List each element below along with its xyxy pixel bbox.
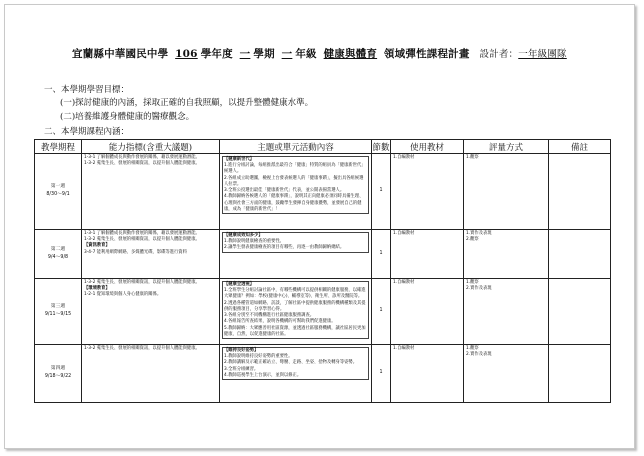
grade-label: 年級	[295, 48, 317, 60]
week-cell: 第三週 9/11～9/15	[35, 279, 82, 345]
content-cell: 【健康成效知多少】 1.教師說明健康檢查的重要性。 2.讓學生發表健康檢查的項目有哪些，再逐一由教師歸納總結。	[220, 230, 372, 279]
notes-cell	[549, 345, 611, 403]
designer: 設計者：一年級團隊	[479, 49, 567, 60]
assessment-cell: 1.觀察	[464, 154, 549, 230]
semester: 一	[239, 48, 251, 60]
header-materials: 使用教材	[391, 140, 464, 154]
indicators-cell: 1-3-1 了解個體成長與動作發展的關係，藉以發展運動潛能。 1-3-2 蒐集生長、發展的相關資訊，以提升個人體能與健康。	[82, 154, 220, 230]
goals-heading: 一、本學期學習目標：	[44, 85, 130, 95]
subject: 健康與體育	[323, 48, 378, 60]
content-cell: 【維持良好姿勢】 1.教師說明維持良好姿勢的重要性。 2.教師講解及示範正確站立、彎腰、走路、坐姿、拾物及轉身等姿勢。 3.全班分組練習。 4.教師巡視學生上台演示，並與以修正。	[220, 345, 372, 403]
week-cell: 第一週 8/30～9/1	[35, 154, 82, 230]
assessment-cell: 1.觀察 2.實作及表現	[464, 345, 549, 403]
course-plan-table	[34, 139, 611, 403]
week-cell: 第四週 9/18～9/22	[35, 345, 82, 403]
periods-cell: 1	[372, 279, 391, 345]
materials-cell: 1.自編教材	[391, 279, 464, 345]
table-row	[35, 345, 611, 403]
table-row	[35, 154, 611, 230]
school-name: 宜蘭縣中華國民中學	[72, 48, 169, 60]
goal-1: (一)探討健康的內涵，採取正確的自我照顧，以提升整體健康水準。	[60, 98, 314, 108]
periods-cell: 1	[372, 154, 391, 230]
week-cell: 第二週 9/4～9/8	[35, 230, 82, 279]
plan-title: 領域彈性課程計畫	[383, 48, 470, 60]
notes-cell	[549, 230, 611, 279]
indicators-cell: 1-3-2 蒐集生長、發展的相關資訊，以提升個人體能與健康。 【環境教育】 1-2-1 覺知環境與個人身心健康的關係。	[82, 279, 220, 345]
content-cell: 【健康新世代】 1.進行分組討論，每組推派出最符合「健康」特質的組員為「健康新世代」候選人。 2.各組成立助選團，檢視上台發表候選人的「健康事蹟」，擬出具各組候選人拉票。 3.全班公投選出最佳「健康新世代」代表，並公開表揚當選人。 4.教師歸納各候選人的「健康事蹟」，說明其正向健康必須同時具備生理、心理與社會三方面的健康，鼓勵學生發揮自身健康優勢，並發展自己的健康，成為「健康的新世代」！	[220, 154, 372, 230]
header-content: 主題或單元活動內容	[220, 140, 372, 154]
header-schedule: 教學期程	[35, 140, 82, 154]
content-heading: 二、本學期課程內涵：	[44, 127, 130, 137]
header-periods: 節數	[372, 140, 391, 154]
grade: 一	[281, 48, 293, 60]
document-title	[72, 46, 567, 61]
indicators-cell: 1-3-1 了解個體成長與動作發展的關係，藉以發展運動潛能。 1-3-2 蒐集生長、發展的相關資訊，以提升個人體能與健康。 【資訊教育】 3-4-7 能利用網際網路、多媒體光碟、影碟等進行資料	[82, 230, 220, 279]
header-notes: 備註	[549, 140, 611, 154]
notes-cell	[549, 279, 611, 345]
periods-cell: 1	[372, 345, 391, 403]
table-row	[35, 230, 611, 279]
school-year: 106	[175, 48, 198, 60]
materials-cell: 1.自編教材	[391, 154, 464, 230]
indicators-cell: 1-3-2 蒐集生長、發展的相關資訊，以提升個人體能與健康。	[82, 345, 220, 403]
header-indicators: 能力指標(含重大議題)	[82, 140, 220, 154]
year-label: 學年度	[200, 48, 233, 60]
periods-cell: 1	[372, 230, 391, 279]
table-row	[35, 279, 611, 345]
materials-cell: 1.自編教材	[391, 345, 464, 403]
notes-cell	[549, 154, 611, 230]
assessment-cell: 1.實作及表現 2.觀察	[464, 230, 549, 279]
table-header-row	[35, 140, 611, 154]
header-assessment: 評量方式	[464, 140, 549, 154]
goal-2: (二)培養維護身體健康的醫療觀念。	[60, 112, 195, 122]
materials-cell: 1.自編教材	[391, 230, 464, 279]
content-cell: 【健康全透視】 1.全班學生分組討論社區中，有哪些機構可以提供相關的健康服務，以確進大眾健康？例如：學校(健康中心)、輔導室等)、衛生所、診所及醫院等。 2.透過各種管道如網路、訪談，了解社區中提供健康服務的機構種類及其提供的服務項目，分享學習心得。 3.各組分別至不同機構進行社區健康服務調查。 4.各組報告所查結果，說明各機構的可幫助我們促進健康。 5.教師歸納：大眾應善用社區資源，並透過社區服務機構，讓社區居民更加健康、自然，以促進健康的社區。	[220, 279, 372, 345]
assessment-cell: 1.觀察 2.實作及表現	[464, 279, 549, 345]
semester-label: 學期	[253, 48, 275, 60]
